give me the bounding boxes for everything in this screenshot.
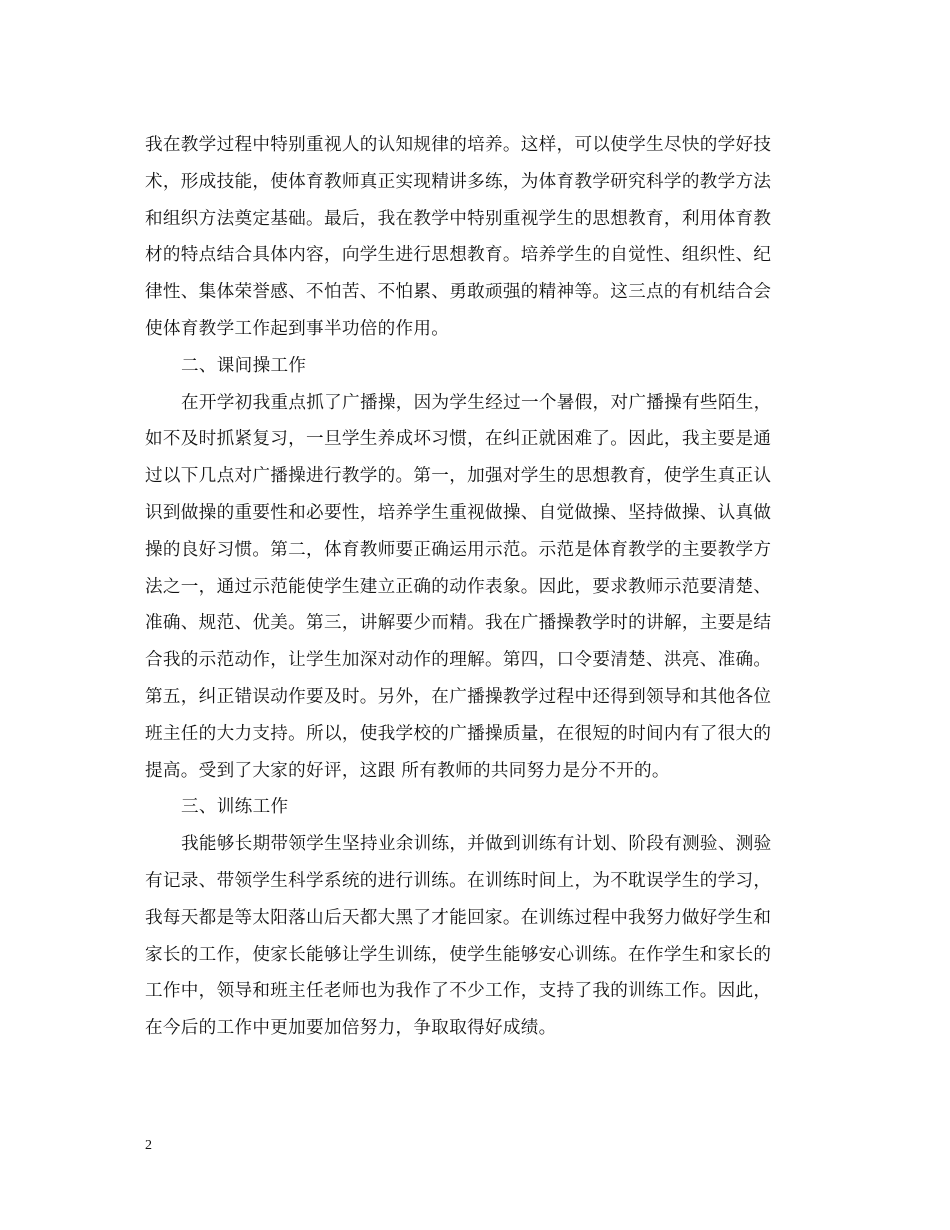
body-text-line: 和组织方法奠定基础。最后，我在教学中特别重视学生的思想教育，利用体育教 xyxy=(145,208,772,229)
body-text-line: 准确、规范、优美。第三，讲解要少而精。我在广播操教学时的讲解，主要是结 xyxy=(145,613,772,634)
body-text-line: 如不及时抓紧复习，一旦学生养成坏习惯，在纠正就困难了。因此，我主要是通 xyxy=(145,429,772,450)
body-text-line: 使体育教学工作起到事半功倍的作用。 xyxy=(145,318,450,339)
body-text-line: 材的特点结合具体内容，向学生进行思想教育。培养学生的自觉性、组织性、纪 xyxy=(145,245,772,266)
body-text-line: 过以下几点对广播操进行教学的。第一，加强对学生的思想教育，使学生真正认 xyxy=(145,466,772,487)
body-text-line: 术，形成技能，使体育教师真正实现精讲多练，为体育教学研究科学的教学方法 xyxy=(145,171,772,192)
body-text-line: 班主任的大力支持。所以，使我学校的广播操质量，在很短的时间内有了很大的 xyxy=(145,723,772,744)
body-text-line: 有记录、带领学生科学系统的进行训练。在训练时间上，为不耽误学生的学习， xyxy=(145,870,772,891)
body-text-line: 律性、集体荣誉感、不怕苦、不怕累、勇敢顽强的精神等。这三点的有机结合会 xyxy=(145,282,772,303)
body-text-line: 在开学初我重点抓了广播操，因为学生经过一个暑假，对广播操有些陌生， xyxy=(181,392,772,413)
page-number: 2 xyxy=(145,1138,152,1153)
body-text-line: 我在教学过程中特别重视人的认知规律的培养。这样，可以使学生尽快的学好技 xyxy=(145,135,772,155)
body-text-line: 提高。受到了大家的好评，这跟 所有教师的共同努力是分不开的。 xyxy=(145,760,670,781)
body-text-line: 操的良好习惯。第二，体育教师要正确运用示范。示范是体育教学的主要教学方 xyxy=(145,539,772,560)
body-text-line: 法之一，通过示范能使学生建立正确的动作表象。因此，要求教师示范要清楚、 xyxy=(145,576,772,597)
body-text-line: 识到做操的重要性和必要性，培养学生重视做操、自觉做操、坚持做操、认真做 xyxy=(145,502,772,523)
body-text-line: 在今后的工作中更加要加倍努力，争取取得好成绩。 xyxy=(145,1018,557,1039)
body-text-line: 我每天都是等太阳落山后天都大黑了才能回家。在训练过程中我努力做好学生和 xyxy=(145,907,772,928)
section-heading-training: 三、训练工作 xyxy=(181,797,289,818)
body-text-line: 合我的示范动作，让学生加深对动作的理解。第四，口令要清楚、洪亮、准确。 xyxy=(145,650,772,671)
body-text-line: 家长的工作，使家长能够让学生训练，使学生能够安心训练。在作学生和家长的 xyxy=(145,944,772,965)
body-text-line: 第五，纠正错误动作要及时。另外，在广播操教学过程中还得到领导和其他各位 xyxy=(145,686,772,707)
body-text-line: 工作中，领导和班主任老师也为我作了不少工作，支持了我的训练工作。因此， xyxy=(145,981,772,1002)
body-text-line: 我能够长期带领学生坚持业余训练，并做到训练有计划、阶段有测验、测验 xyxy=(181,834,772,855)
document-body xyxy=(145,127,810,1047)
section-heading-exercise: 二、课间操工作 xyxy=(181,355,307,376)
